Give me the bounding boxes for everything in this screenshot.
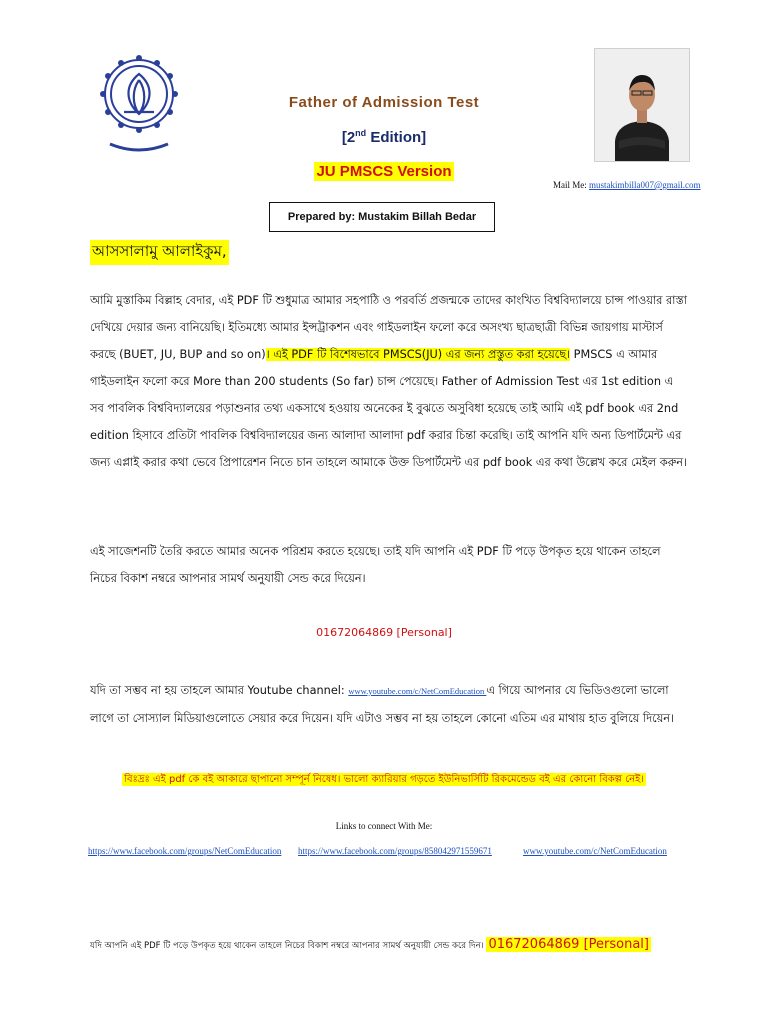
university-seal-icon [96, 52, 182, 158]
document-title: Father of Admission Test [288, 94, 480, 111]
mail-label: Mail Me: [553, 180, 589, 190]
youtube-link[interactable]: www.youtube.com/c/NetComEducation [348, 686, 487, 696]
youtube-channel-link[interactable]: www.youtube.com/c/NetComEducation [523, 846, 667, 856]
facebook-group-link-1[interactable]: https://www.facebook.com/groups/NetComEducation [88, 846, 282, 856]
prepared-by-text: Prepared by: Mustakim Billah Bedar [287, 211, 477, 223]
prepared-by-box [269, 202, 495, 232]
edition-suffix: Edition] [366, 129, 427, 146]
notice-line [0, 772, 768, 789]
footer-text: যদি আপনি এই PDF টি পড়ে উপকৃত হয়ে থাকেন তাহলে নিচের বিকাশ নম্বরে আপনার সামর্থ অনুযায়ী সেন্ড করে দিন। [90, 941, 487, 951]
notice-text: বিঃদ্রঃ এই pdf কে বই আকারে ছাপানো সম্পূর্ন নিষেধ। ভালো ক্যারিয়ার গড়তে ইউনিভার্সিটি রিকমেন্ডেড বই এর কোনো বিকল্প নেই। [124, 774, 644, 785]
intro-paragraph [90, 287, 690, 476]
intro-text-1: আমি মুস্তাকিম বিল্লাহ বেদার, এই PDF টি শুধুমাত্র আমার সহপাঠি ও পরবর্তি প্রজন্মকে তাদের কাংখিত বিশ্ববিদ্যালয়ে চান্স পাওয়ার রাস্তা দেখিয়ে দেয়ার জন্য বানিয়েছি। ইতিমধ্যে আমার ইন্সট্রাকশন এবং গাইডলাইন ফলো করে অসংখ্য ছাত্রছাত্রী বিভিন্ন জায়গায় মাস্টার্স করছে (BUET, JU, BUP and so on) [90, 294, 687, 361]
author-portrait [594, 48, 690, 162]
links-heading: Links to connect With Me: [335, 821, 433, 831]
bkash-phone: 01672064869 [Personal] [316, 626, 452, 639]
version-label: JU PMSCS Version [316, 163, 452, 180]
footer-phone: 01672064869 [Personal] [488, 937, 649, 952]
youtube-text-before: যদি তা সম্ভব না হয় তাহলে আমার Youtube channel: [90, 684, 349, 697]
edition-prefix: [2 [341, 129, 356, 146]
youtube-paragraph [90, 677, 690, 732]
footer-line [90, 937, 651, 953]
youtube-text-after: এ গিয়ে আপনার যে ভিডিওগুলো ভালো লাগে তা সোস্যাল মিডিয়াগুলোতে সেয়ার করে দিয়েন। যদি এটাও সম্ভব না হয় তাহলে কোনো এতিম এর মাথায় হাত বুলিয়ে দিয়েন। [90, 684, 675, 725]
suggestion-paragraph: এই সাজেশনটি তৈরি করতে আমার অনেক পরিশ্রম করতে হয়েছে। তাই যদি আপনি এই PDF টি পড়ে উপকৃত হয়ে থাকেন তাহলে নিচের বিকাশ নম্বরে আপনার সামর্থ অনুযায়ী সেন্ড করে দিয়েন। [90, 545, 661, 585]
edition-superscript: nd [355, 128, 367, 138]
version-label-wrap [230, 163, 538, 180]
intro-text-2: PMSCS এ আমার গাইডলাইন ফলো করে More than 200 students (So far) চান্স পেয়েছে। Father of Admission Test এর 1st edition এ সব পাবলিক বিশ্ববিদ্যালয়ের পড়াশুনার তথ্য একসাথে হওয়ায় অনেকের ই বুঝতে অসুবিধা হয়েছে তাই আমি এই pdf book এর 2nd edition হিসাবে প্রতিটা পাবলিক বিশ্ববিদ্যালয়ের জন্য আলাদা আলাদা pdf করার চিন্তা করেছি। তাই আপনি যদি অন্য ডিপার্টমেন্ট এর জন্য এপ্লাই করার কথা ভেবে প্রিপারেশন নিতে চান তাহলে আমাকে উক্ত ডিপার্টমেন্ট এর pdf book এর কথা উল্লেখ করে মেইল করুন। [90, 348, 688, 469]
edition-label [230, 128, 538, 146]
mail-link[interactable]: mustakimbilla007@gmail.com [589, 180, 701, 190]
intro-highlight: । এই PDF টি বিশেষভাবে PMSCS(JU) এর জন্য প্রস্তুত করা হয়েছে। [265, 348, 571, 361]
facebook-group-link-2[interactable]: https://www.facebook.com/groups/858042971559671 [298, 846, 492, 856]
greeting: আসসালামু আলাইকুম, [90, 240, 229, 265]
mail-line [553, 180, 701, 190]
